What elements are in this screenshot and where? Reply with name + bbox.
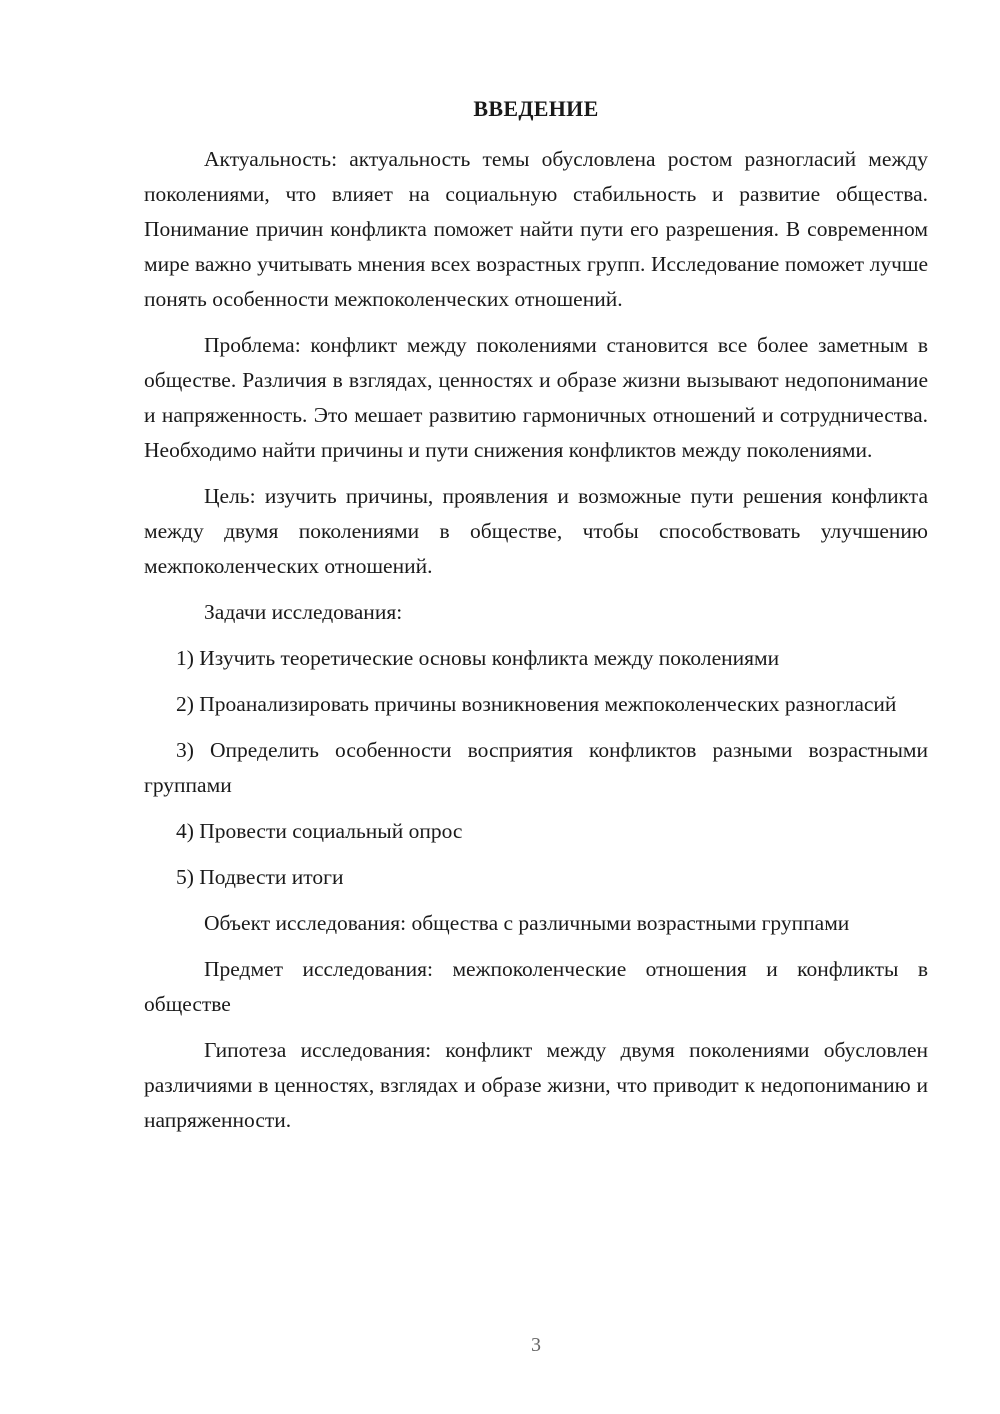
paragraph-relevance: Актуальность: актуальность темы обусловлена ростом разногласий между поколениями, что влияет на социальную стабильность и развитие общества. Понимание причин конфликта поможет найти пути его разрешения. В современном мире важно учитывать мнения всех возрастных групп. Исследование поможет лучше понять особенности межпоколенческих отношений. xyxy=(144,147,928,311)
document-body xyxy=(144,142,928,1138)
list-item: 5) Подвести итоги xyxy=(176,865,344,889)
list-item: 3) Определить особенности восприятия конфликтов разными возрастными группами xyxy=(144,738,928,797)
list-item: 2) Проанализировать причины возникновения межпоколенческих разногласий xyxy=(176,692,897,716)
list-item: 1) Изучить теоретические основы конфликта между поколениями xyxy=(176,646,780,670)
page-number: 3 xyxy=(531,1334,541,1356)
paragraph-object: Объект исследования: общества с различными возрастными группами xyxy=(204,911,850,935)
page-title: ВВЕДЕНИЕ xyxy=(473,96,599,121)
paragraph-hypothesis: Гипотеза исследования: конфликт между двумя поколениями обусловлен различиями в ценностях, взглядах и образе жизни, что приводит к недопониманию и напряженности. xyxy=(144,1038,928,1132)
list-item: 4) Провести социальный опрос xyxy=(176,819,463,843)
paragraph-subject: Предмет исследования: межпоколенческие отношения и конфликты в обществе xyxy=(144,957,928,1016)
paragraph-problem: Проблема: конфликт между поколениями становится все более заметным в обществе. Различия в взглядах, ценностях и образе жизни вызывают недопонимание и напряженность. Это мешает развитию гармоничных отношений и сотрудничества. Необходимо найти причины и пути снижения конфликтов между поколениями. xyxy=(144,333,928,462)
paragraph-goal: Цель: изучить причины, проявления и возможные пути решения конфликта между двумя поколениями в обществе, чтобы способствовать улучшению межпоколенческих отношений. xyxy=(144,484,928,578)
tasks-heading: Задачи исследования: xyxy=(204,600,403,624)
